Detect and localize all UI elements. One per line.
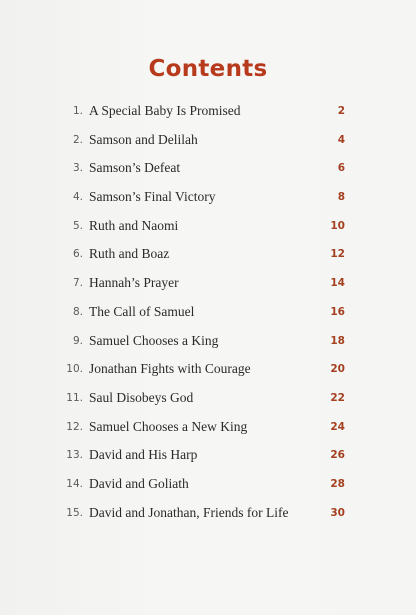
toc-entry xyxy=(0,445,416,474)
toc-entry xyxy=(0,417,416,446)
toc-entry xyxy=(0,359,416,388)
entry-number: 6. xyxy=(72,248,83,261)
entry-page: 4 xyxy=(337,133,345,146)
toc-entry xyxy=(0,331,416,360)
entry-number: 8. xyxy=(72,305,83,318)
toc-entry xyxy=(0,244,416,273)
toc-entry xyxy=(0,187,416,216)
entry-number: 9. xyxy=(72,334,83,347)
table-of-contents xyxy=(0,101,416,531)
entry-title: Samson and Delilah xyxy=(89,131,198,147)
entry-number: 13. xyxy=(66,449,83,462)
entry-number: 2. xyxy=(72,133,83,146)
entry-number: 12. xyxy=(66,420,83,433)
entry-title: Ruth and Naomi xyxy=(89,217,179,233)
toc-entry xyxy=(0,474,416,503)
entry-number: 3. xyxy=(72,162,83,175)
toc-entry xyxy=(0,388,416,417)
entry-title: The Call of Samuel xyxy=(89,303,195,319)
entry-title: David and His Harp xyxy=(89,447,198,463)
entry-title: David and Jonathan, Friends for Life xyxy=(89,504,289,520)
entry-title: Jonathan Fights with Courage xyxy=(89,361,251,377)
entry-page: 16 xyxy=(330,305,345,318)
entry-number: 15. xyxy=(66,506,83,519)
entry-page: 14 xyxy=(330,277,345,290)
entry-page: 22 xyxy=(330,391,345,404)
entry-number: 5. xyxy=(72,219,83,232)
entry-title: Saul Disobeys God xyxy=(89,389,194,405)
entry-page: 24 xyxy=(330,420,345,433)
entry-number: 1. xyxy=(72,105,83,117)
toc-entry xyxy=(0,130,416,159)
toc-entry xyxy=(0,302,416,331)
entry-page: 20 xyxy=(330,363,345,376)
toc-entry xyxy=(0,101,416,130)
entry-page: 18 xyxy=(330,334,345,347)
entry-title: Samuel Chooses a King xyxy=(89,332,219,348)
entry-number: 4. xyxy=(72,191,83,204)
entry-number: 7. xyxy=(72,277,83,290)
toc-entry xyxy=(0,158,416,187)
entry-title: Samson’s Final Victory xyxy=(89,189,216,205)
entry-number: 14. xyxy=(66,477,83,490)
entry-page: 2 xyxy=(337,105,345,117)
toc-entry xyxy=(0,216,416,245)
entry-number: 10. xyxy=(66,363,83,376)
entry-title: Samuel Chooses a New King xyxy=(89,418,248,434)
entry-title: David and Goliath xyxy=(89,475,189,491)
entry-number: 11. xyxy=(66,391,83,404)
toc-entry xyxy=(0,503,416,532)
entry-title: A Special Baby Is Promised xyxy=(89,103,241,118)
entry-page: 10 xyxy=(330,219,345,232)
page-title: Contents xyxy=(148,56,268,82)
entry-title: Samson’s Defeat xyxy=(89,160,181,176)
entry-page: 30 xyxy=(330,506,345,519)
entry-title: Ruth and Boaz xyxy=(89,246,170,262)
entry-page: 8 xyxy=(337,191,345,204)
toc-entry xyxy=(0,273,416,302)
entry-page: 28 xyxy=(330,477,345,490)
entry-page: 12 xyxy=(330,248,345,261)
entry-page: 26 xyxy=(330,449,345,462)
entry-page: 6 xyxy=(337,162,345,175)
entry-title: Hannah’s Prayer xyxy=(89,275,179,291)
